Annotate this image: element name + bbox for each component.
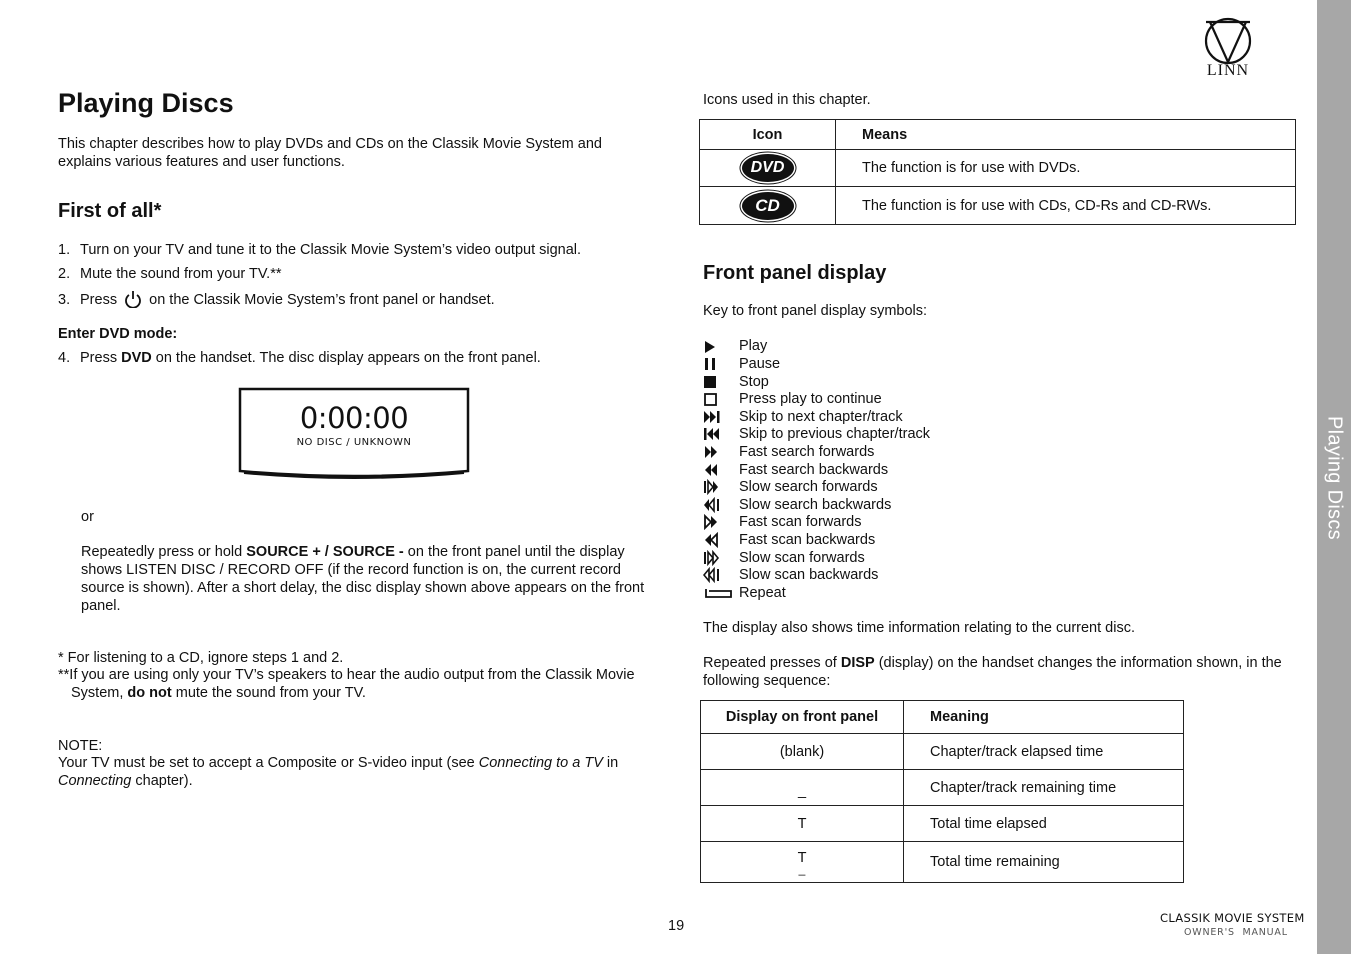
source-paragraph-bold: SOURCE + / SOURCE - (246, 544, 404, 560)
symbol-label: Slow scan forwards (739, 550, 865, 566)
symbol-label: Skip to next chapter/track (739, 409, 903, 425)
slow-search-forward-icon (703, 479, 721, 495)
key-caption: Key to front panel display symbols: (703, 303, 928, 319)
meaning-cell: Total time remaining (904, 842, 1184, 883)
symbol-label: Fast scan backwards (739, 532, 876, 548)
step-text-pre: Press (80, 292, 118, 308)
step-text-pre: Press (80, 350, 118, 366)
icons-caption: Icons used in this chapter. (703, 92, 871, 108)
disp-paragraph-post: (display) on the handset changes the information shown, in the following sequence: (703, 655, 1282, 689)
symbol-label: Fast scan forwards (739, 514, 862, 530)
step-3 (58, 290, 495, 309)
display-table-header (701, 701, 1184, 734)
skip-next-icon (703, 409, 721, 425)
dvd-icon-cell (700, 150, 836, 187)
step-text-post: on the Classik Movie System’s front panel or handset. (149, 292, 495, 308)
table-row (700, 150, 1296, 187)
intro-paragraph: This chapter describes how to play DVDs and CDs on the Classik Movie System and explains various features and user functions. (58, 136, 602, 170)
step-text-bold: DVD (121, 350, 152, 366)
sidebar-chapter-label: Playing Discs (1323, 416, 1346, 540)
step-1 (58, 241, 581, 259)
step-number: 4. (58, 350, 71, 366)
symbol-label: Fast search backwards (739, 462, 889, 478)
first-of-all-heading: First of all* (58, 200, 162, 222)
display-cell: T (701, 806, 904, 842)
table-row (701, 770, 1184, 806)
linn-logo-text: LINN (1206, 62, 1250, 79)
fast-search-backward-icon (703, 462, 721, 478)
dvd-icon: DVD (742, 154, 794, 182)
symbol-label: Press play to continue (739, 391, 882, 407)
footnote-2-pre: **If you are using only your TV’s speakers to hear the audio output from the Classik Movie System, (58, 667, 635, 701)
step-4 (58, 349, 541, 367)
icons-table (699, 119, 1296, 225)
icons-table-header-icon: Icon (700, 120, 836, 150)
step-number: 3. (58, 292, 71, 308)
icons-table-header (700, 120, 1296, 150)
symbol-label: Fast search forwards (739, 444, 875, 460)
time-info-paragraph: The display also shows time information relating to the current disc. (703, 620, 1135, 636)
display-table-header-display: Display on front panel (701, 701, 904, 734)
table-row (701, 734, 1184, 770)
page-title: Playing Discs (58, 88, 234, 118)
skip-previous-icon (703, 426, 721, 442)
note-italic-link-1: Connecting to a TV (478, 755, 603, 771)
note-label: NOTE: (58, 738, 103, 754)
footnote-1: * For listening to a CD, ignore steps 1 and 2. (58, 650, 344, 666)
play-icon (703, 339, 721, 355)
disp-paragraph (703, 654, 1288, 690)
enter-dvd-mode-heading: Enter DVD mode: (58, 326, 178, 342)
fast-scan-forward-icon (703, 514, 721, 530)
cd-icon: CD (742, 192, 794, 220)
footnote-2-post: mute the sound from your TV. (175, 685, 366, 701)
press-play-icon (703, 391, 721, 407)
step-number: 1. (58, 242, 71, 258)
front-panel-display-illustration (238, 387, 470, 477)
meaning-cell: Total time elapsed (904, 806, 1184, 842)
note-paragraph (58, 754, 648, 790)
note-post: chapter). (135, 773, 193, 789)
display-cell-main: T (797, 850, 807, 866)
or-text: or (81, 509, 94, 525)
display-cell-sub: _ (798, 862, 806, 876)
disp-paragraph-bold: DISP (840, 655, 875, 671)
meaning-cell: Chapter/track remaining time (904, 770, 1184, 806)
step-text-post: on the handset. The disc display appears on the front panel. (155, 350, 541, 366)
lcd-time: 0:00:00 (299, 401, 409, 435)
fast-search-forward-icon (703, 444, 721, 460)
slow-scan-backward-icon (703, 567, 721, 583)
front-panel-display-heading: Front panel display (703, 262, 887, 284)
cd-means-cell: The function is for use with CDs, CD-Rs and CD-RWs. (836, 187, 1296, 225)
symbol-label: Slow search forwards (739, 479, 878, 495)
footer-manual-label: OWNER'S MANUAL (1184, 927, 1288, 938)
symbol-label: Pause (739, 356, 781, 372)
power-icon (123, 290, 143, 308)
repeat-icon (703, 585, 733, 601)
cd-icon-cell (700, 187, 836, 225)
dvd-means-cell: The function is for use with DVDs. (836, 150, 1296, 187)
display-cell (701, 842, 904, 883)
fast-scan-backward-icon (703, 532, 721, 548)
source-paragraph-post: on the front panel until the display shows LISTEN DISC / RECORD OFF (if the record function is on, the current record source is shown). After a short delay, the disc display shown above appears on the front panel. (81, 544, 645, 614)
step-number: 2. (58, 266, 71, 282)
symbol-label: Play (739, 338, 768, 354)
display-cell: (blank) (701, 734, 904, 770)
disp-paragraph-pre: Repeated presses of (703, 655, 837, 671)
pause-icon (703, 356, 721, 372)
icons-table-header-means: Means (836, 120, 1296, 150)
stop-icon (703, 374, 721, 390)
lcd-status: NO DISC / UNKNOWN (296, 437, 412, 448)
source-paragraph (81, 543, 646, 615)
meaning-cell: Chapter/track elapsed time (904, 734, 1184, 770)
note-mid: in (606, 755, 619, 771)
linn-logo-mark (1203, 16, 1253, 66)
page-number: 19 (668, 918, 685, 934)
table-row (701, 842, 1184, 883)
table-row (700, 187, 1296, 225)
footnote-2-bold: do not (127, 685, 172, 701)
step-text: Mute the sound from your TV.** (80, 266, 282, 282)
symbol-label: Slow scan backwards (739, 567, 879, 583)
symbol-label: Stop (739, 374, 769, 390)
note-pre: Your TV must be set to accept a Composite or S-video input (see (58, 755, 475, 771)
symbol-label: Repeat (739, 585, 786, 601)
display-table-header-meaning: Meaning (904, 701, 1184, 734)
footnote-2 (58, 666, 651, 702)
step-2 (58, 265, 282, 283)
footer-product-name: CLASSIK MOVIE SYSTEM (1160, 911, 1305, 925)
slow-search-backward-icon (703, 497, 721, 513)
table-row (701, 806, 1184, 842)
display-cell: _ (701, 770, 904, 806)
source-paragraph-pre: Repeatedly press or hold (81, 544, 243, 560)
symbol-label: Slow search backwards (739, 497, 892, 513)
note-italic-link-2: Connecting (58, 773, 132, 789)
step-text: Turn on your TV and tune it to the Classik Movie System’s video output signal. (80, 242, 582, 258)
symbol-label: Skip to previous chapter/track (739, 426, 931, 442)
linn-logo (1203, 16, 1253, 82)
slow-scan-forward-icon (703, 550, 721, 566)
display-sequence-table (700, 700, 1184, 883)
